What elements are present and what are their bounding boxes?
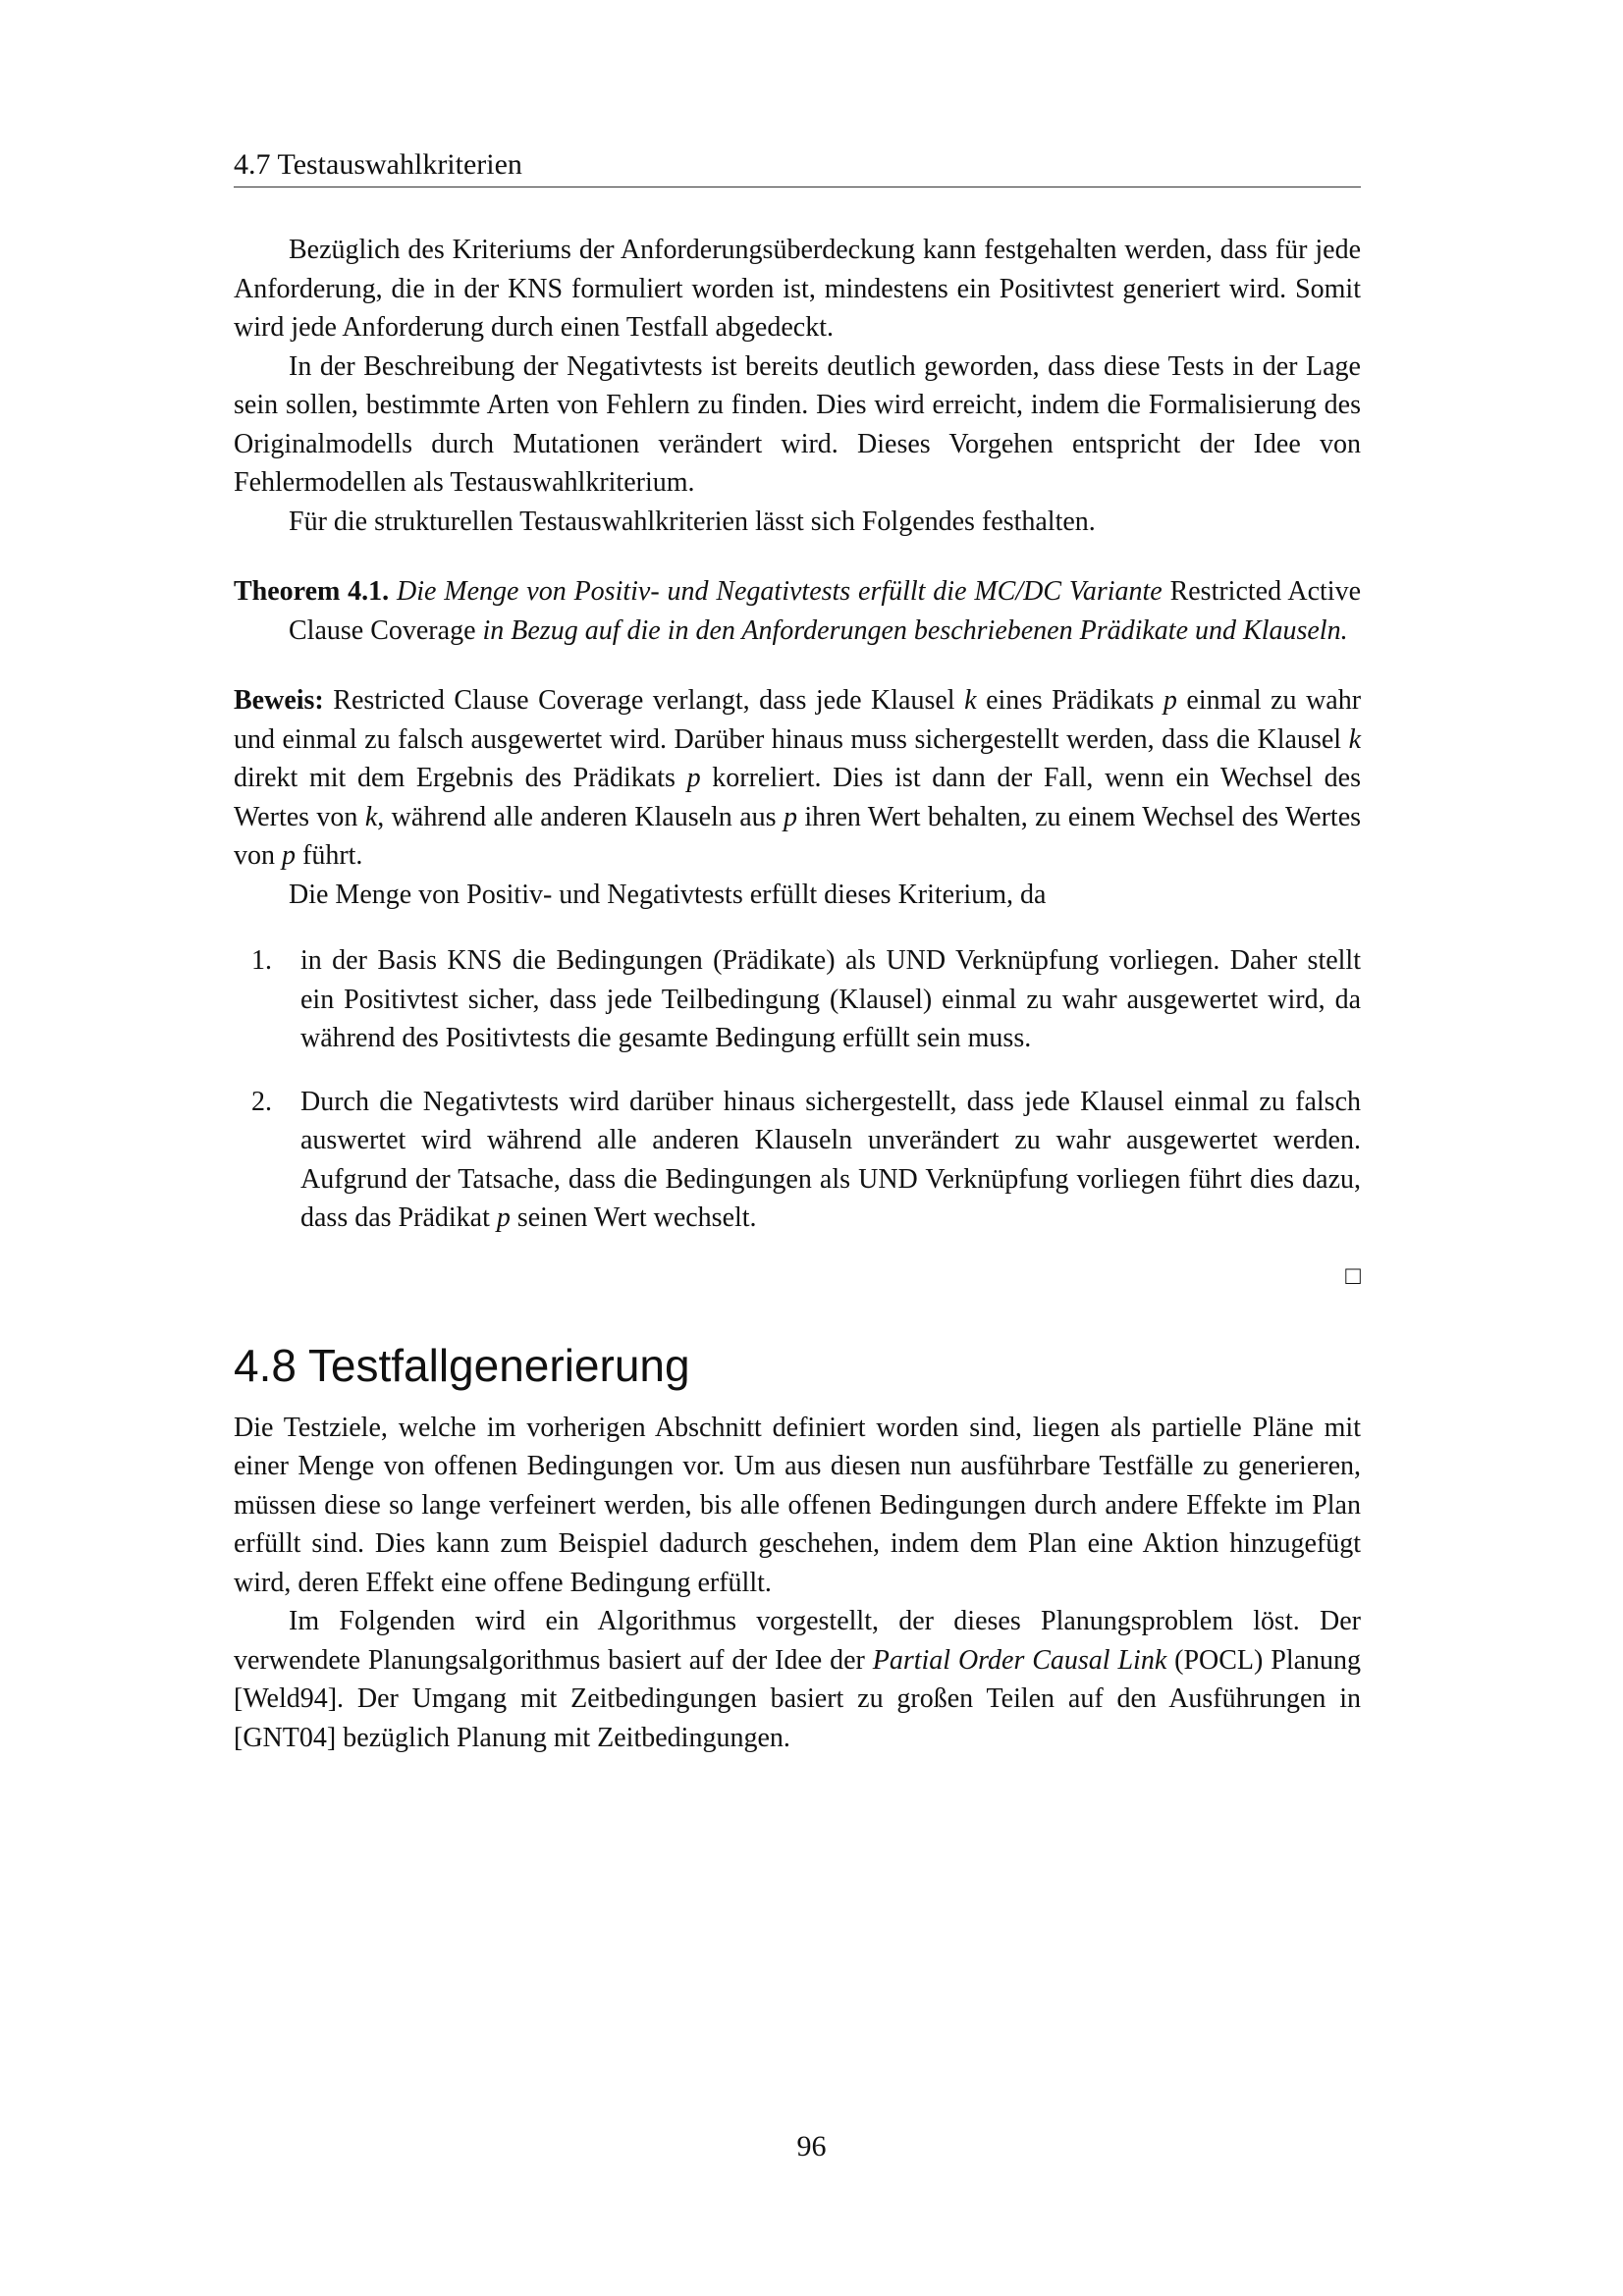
theorem-text: in Bezug auf die in den Anforderungen beschriebenen Prädikate und Klauseln.: [482, 614, 1348, 646]
running-header: 4.7 Testauswahlkriterien: [234, 147, 1361, 187]
proof-label: Beweis:: [234, 685, 324, 716]
section-heading: 4.8 Testfallgenerierung: [234, 1339, 690, 1391]
theorem-term: Restricted Active Clause Coverage: [289, 576, 1362, 646]
list-number: 1.: [251, 945, 272, 976]
paragraph: Für die strukturellen Testauswahlkriterien lässt sich Folgendes festhalten.: [289, 506, 1096, 537]
page-content: [234, 147, 1361, 1757]
theorem-label: Theorem 4.1.: [234, 576, 390, 607]
paragraph: Die Testziele, welche im vorherigen Abschnitt definiert worden sind, liegen als partielle Pläne mit einer Menge von offenen Bedingungen vor. Um aus diesen nun ausführbare Testfälle zu generieren, müssen diese so lange verfeinert werden, bis alle offenen Bedingungen durch andere Effekte im Plan erfüllt sind. Dies kann zum Beispiel dadurch geschehen, indem dem Plan eine Aktion hinzugefügt wird, deren Effekt eine offene Bedingung erfüllt.: [234, 1412, 1361, 1598]
proof-paragraph: Beweis: Restricted Clause Coverage verlangt, dass jede Klausel k eines Prädikats p einmal zu wahr und einmal zu falsch ausgewertet wird. Darüber hinaus muss sichergestellt werden, dass die Klausel k direkt mit dem Ergebnis des Prädikats p korreliert. Dies ist dann der Fall, wenn ein Wechsel des Wertes von k, während alle anderen Klauseln aus p ihren Wert behalten, zu einem Wechsel des Wertes von p führt.: [234, 685, 1362, 871]
theorem-4-1: [234, 572, 1361, 650]
list-item: 1. in der Basis KNS die Bedingungen (Prädikate) als UND Verknüpfung vorliegen. Daher stellt ein Positivtest sicher, dass jede Teilbedingung (Klausel) einmal zu wahr ausgewertet wird, da während des Positivtests die gesamte Bedingung erfüllt sein muss.: [234, 941, 1361, 1058]
list-item: 2. Durch die Negativtests wird darüber hinaus sichergestellt, dass jede Klausel einmal zu falsch auswertet wird während alle anderen Klauseln unverändert zu wahr ausgewertet werden. Aufgrund der Tatsache, dass die Bedingungen als UND Verknüpfung vorliegen führt dies dazu, dass das Prädikat p seinen Wert wechselt.: [234, 1083, 1361, 1238]
qed-square: □: [1345, 1260, 1361, 1290]
paragraph: In der Beschreibung der Negativtests ist bereits deutlich geworden, dass diese Tests in der Lage sein sollen, bestimmte Arten von Fehlern zu finden. Dies wird erreicht, indem die Formalisierung des Originalmodells durch Mutationen verändert wird. Dieses Vorgehen entspricht der Idee von Fehlermodellen als Testauswahlkriterium.: [234, 350, 1361, 498]
proof-list: [234, 941, 1361, 1238]
list-number: 2.: [251, 1086, 272, 1117]
page-number: 96: [796, 2130, 827, 2163]
paragraph: Die Menge von Positiv- und Negativtests erfüllt dieses Kriterium, da: [289, 879, 1047, 910]
paragraph: Bezüglich des Kriteriums der Anforderungsüberdeckung kann festgehalten werden, dass für jede Anforderung, die in der KNS formuliert worden ist, mindestens ein Positivtest generiert wird. Somit wird jede Anforderung durch einen Testfall abgedeckt.: [234, 235, 1361, 343]
paragraph: Im Folgenden wird ein Algorithmus vorgestellt, der dieses Planungsproblem löst. Der verwendete Planungsalgorithmus basiert auf der Idee der Partial Order Causal Link (POCL) Planung [Weld94]. Der Umgang mit Zeitbedingungen basiert zu großen Teilen auf den Ausführungen in [GNT04] bezüglich Planung mit Zeitbedingungen.: [234, 1606, 1362, 1753]
theorem-text: Die Menge von Positiv- und Negativtests erfüllt die MC/DC Variante: [397, 576, 1163, 607]
